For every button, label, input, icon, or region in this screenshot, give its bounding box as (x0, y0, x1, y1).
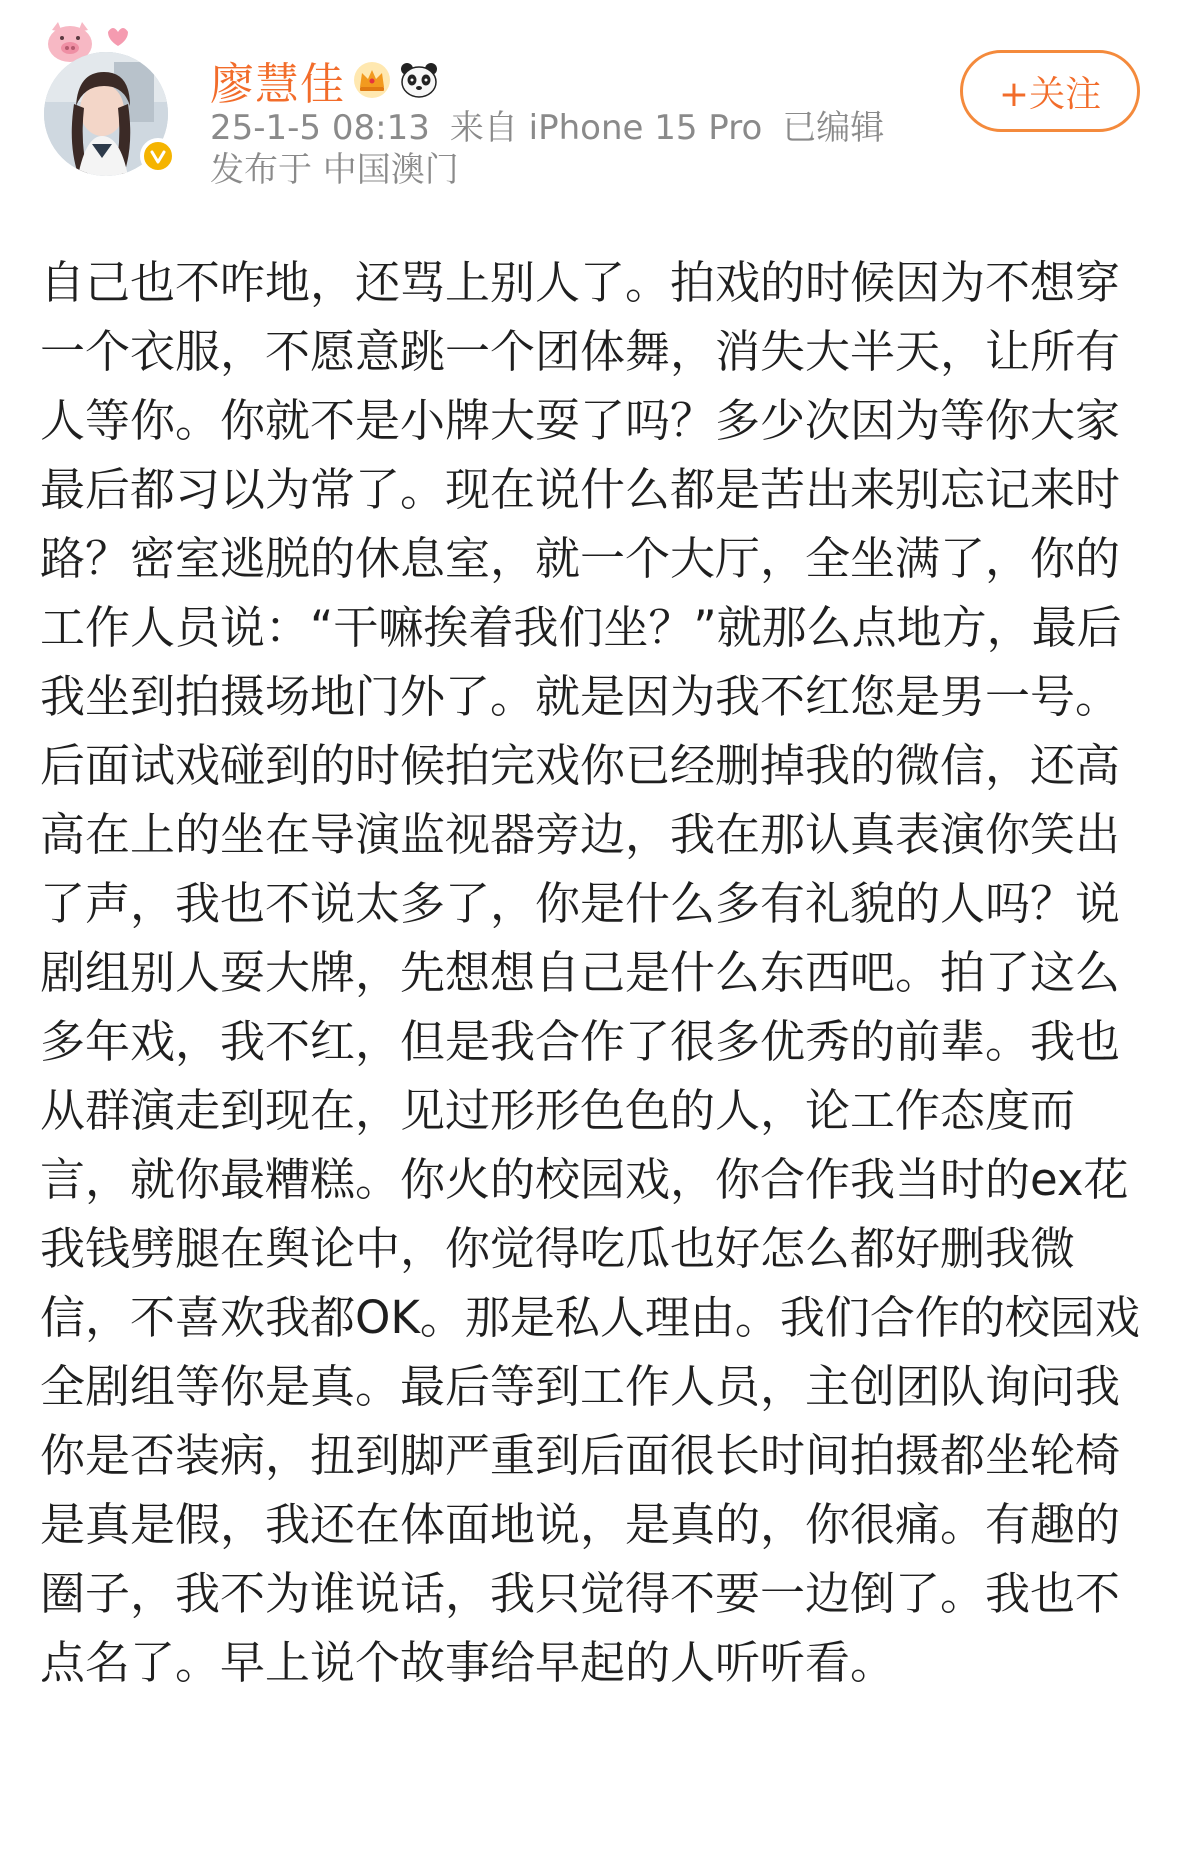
post-edited[interactable]: 已编辑 (782, 108, 885, 148)
post-date: 25-1-5 08:13 (210, 108, 430, 148)
post-source: 来自 iPhone 15 Pro (449, 108, 763, 148)
post-header (0, 0, 1178, 220)
crown-icon (353, 61, 391, 99)
panda-icon (399, 61, 439, 99)
user-name[interactable]: 廖慧佳 (210, 59, 345, 110)
post-body-text: 自己也不咋地，还骂上别人了。拍戏的时候因为不想穿一个衣服，不愿意跳一个团体舞，消失大半天，让所有人等你。你就不是小牌大耍了吗？多少次因为等你大家最后都习以为常了。现在说什么都是苦出来别忘记来时路？密室逃脱的休息室，就一个大厅，全坐满了，你的工作人员说：“干嘛挨着我们坐？”就那么点地方，最后我坐到拍摄场地门外了。就是因为我不红您是男一号。后面试戏碰到的时候拍完戏你已经删掉我的微信，还高高在上的坐在导演监视器旁边，我在那认真表演你笑出了声，我也不说太多了，你是什么多有礼貌的人吗？说剧组别人耍大牌，先想想自己是什么东西吧。拍了这么多年戏，我不红，但是我合作了很多优秀的前辈。我也从群演走到现在，见过形形色色的人，论工作态度而言，就你最糟糕。你火的校园戏，你合作我当时的ex花我钱劈腿在舆论中，你觉得吃瓜也好怎么都好删我微信，不喜欢我都OK。那是私人理由。我们合作的校园戏全剧组等你是真。最后等到工作人员，主创团队询问我你是否装病，扭到脚严重到后面很长时间拍摄都坐轮椅是真是假，我还在体面地说，是真的，你很痛。有趣的圈子，我不为谁说话，我只觉得不要一边倒了。我也不点名了。早上说个故事给早起的人听听看。 (40, 256, 1140, 1689)
follow-button[interactable]: +关注 (960, 50, 1140, 132)
avatar-container[interactable] (36, 14, 186, 164)
verified-icon (140, 138, 176, 174)
post-location: 发布于 中国澳门 (210, 150, 459, 190)
